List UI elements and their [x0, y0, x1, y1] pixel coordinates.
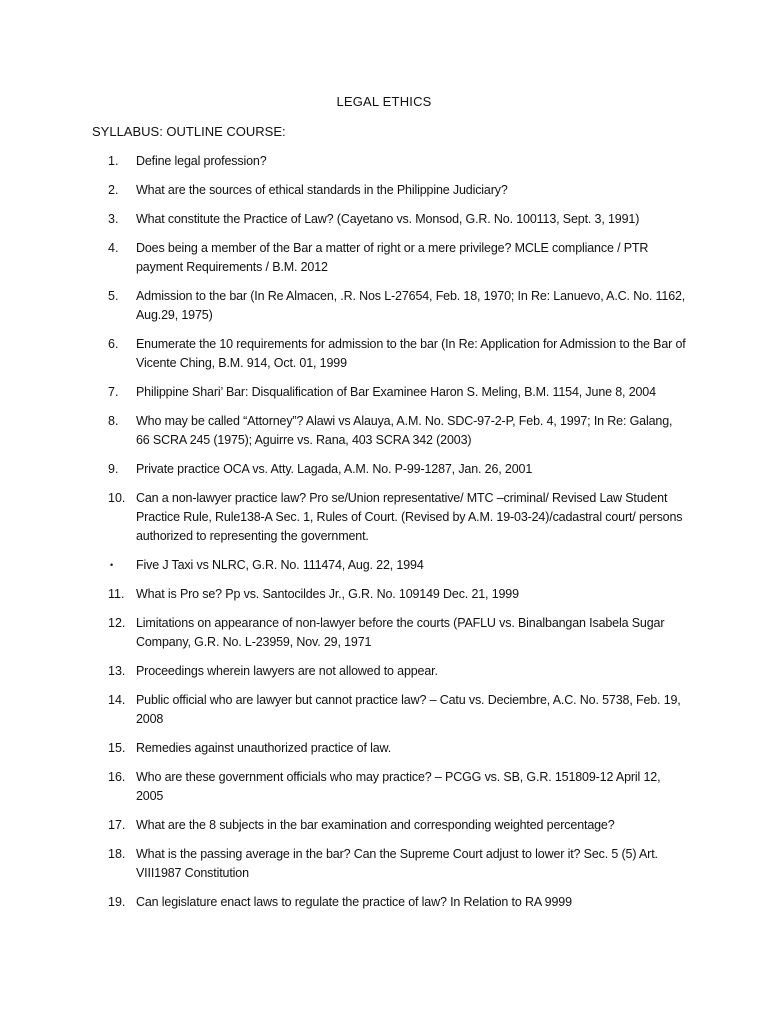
item-number: 16. [108, 770, 126, 784]
item-text: Enumerate the 10 requirements for admission to the bar (In Re: Application for Admission to the Bar of Vicente Ching, B.M. 914, Oct. 01, 1999 [136, 337, 686, 370]
item-number: 12. [108, 616, 126, 630]
item-text: What are the 8 subjects in the bar examination and corresponding weighted percentage? [136, 818, 615, 832]
item-number: 17. [108, 818, 126, 832]
item-text: Who are these government officials who may practice? – PCGG vs. SB, G.R. 151809-12 April 12, 2005 [136, 770, 661, 803]
list-item [108, 181, 688, 200]
list-item [108, 614, 688, 652]
item-text: Proceedings wherein lawyers are not allowed to appear. [136, 664, 438, 678]
item-text: Can a non-lawyer practice law? Pro se/Union representative/ MTC –criminal/ Revised Law Student Practice Rule, Rule138-A Sec. 1, Rules of Court. (Revised by A.M. 19-03-24)/cadastral court/ persons authorized to representing the government. [136, 491, 683, 543]
item-number: 19. [108, 895, 126, 909]
item-text: Admission to the bar (In Re Almacen, .R. Nos L-27654, Feb. 18, 1970; In Re: Lanuevo, A.C. No. 1162, Aug.29, 1975) [136, 289, 686, 322]
page-title: LEGAL ETHICS [336, 94, 432, 109]
item-number: 8. [108, 414, 119, 428]
item-number: 18. [108, 847, 126, 861]
item-text: Define legal profession? [136, 154, 267, 168]
list-item [108, 239, 688, 277]
item-number: 14. [108, 693, 126, 707]
item-number: 3. [108, 212, 119, 226]
list-item [108, 152, 688, 171]
item-number: 13. [108, 664, 126, 678]
item-number: 10. [108, 491, 126, 505]
item-number: 2. [108, 183, 119, 197]
item-text: Can legislature enact laws to regulate the practice of law? In Relation to RA 9999 [136, 895, 572, 909]
outline-list [108, 152, 688, 922]
item-text: Remedies against unauthorized practice of law. [136, 741, 392, 755]
item-text: Private practice OCA vs. Atty. Lagada, A.M. No. P-99-1287, Jan. 26, 2001 [136, 462, 533, 476]
item-text: Does being a member of the Bar a matter of right or a mere privilege? MCLE compliance / PTR payment Requirements / B.M. 2012 [136, 241, 649, 274]
list-item [108, 460, 688, 479]
list-item [108, 662, 688, 681]
list-item [108, 412, 688, 450]
item-number: 1. [108, 154, 119, 168]
item-number: 5. [108, 289, 119, 303]
list-item [108, 383, 688, 402]
item-text: Philippine Shari’ Bar: Disqualification of Bar Examinee Haron S. Meling, B.M. 1154, June 8, 2004 [136, 385, 656, 399]
bullet-marker: • [110, 560, 114, 570]
list-item [108, 556, 688, 575]
item-number: 4. [108, 241, 119, 255]
item-text: What is the passing average in the bar? Can the Supreme Court adjust to lower it? Sec. 5 (5) Art. VIII1987 Constitution [136, 847, 658, 880]
item-text: What is Pro se? Pp vs. Santocildes Jr., G.R. No. 109149 Dec. 21, 1999 [136, 587, 519, 601]
item-text: Who may be called “Attorney”? Alawi vs Alauya, A.M. No. SDC-97-2-P, Feb. 4, 1997; In Re: Galang, 66 SCRA 245 (1975); Aguirre vs. Rana, 403 SCRA 342 (2003) [136, 414, 673, 447]
list-item [108, 489, 688, 546]
list-item [108, 585, 688, 604]
item-number: 6. [108, 337, 119, 351]
item-text: Five J Taxi vs NLRC, G.R. No. 111474, Aug. 22, 1994 [136, 558, 424, 572]
item-text: Limitations on appearance of non-lawyer before the courts (PAFLU vs. Binalbangan Isabela Sugar Company, G.R. No. L-23959, Nov. 29, 1971 [136, 616, 665, 649]
list-item [108, 287, 688, 325]
syllabus-heading: SYLLABUS: OUTLINE COURSE: [92, 124, 286, 139]
item-number: 9. [108, 462, 119, 476]
item-text: What constitute the Practice of Law? (Cayetano vs. Monsod, G.R. No. 100113, Sept. 3, 1991) [136, 212, 640, 226]
list-item [108, 691, 688, 729]
item-number: 7. [108, 385, 119, 399]
list-item [108, 845, 688, 883]
item-number: 15. [108, 741, 126, 755]
list-item [108, 739, 688, 758]
list-item [108, 816, 688, 835]
list-item [108, 210, 688, 229]
item-text: What are the sources of ethical standards in the Philippine Judiciary? [136, 183, 508, 197]
list-item [108, 893, 688, 912]
list-item [108, 768, 688, 806]
list-item [108, 335, 688, 373]
item-text: Public official who are lawyer but cannot practice law? – Catu vs. Deciembre, A.C. No. 5738, Feb. 19, 2008 [136, 693, 681, 726]
item-number: 11. [108, 587, 125, 601]
